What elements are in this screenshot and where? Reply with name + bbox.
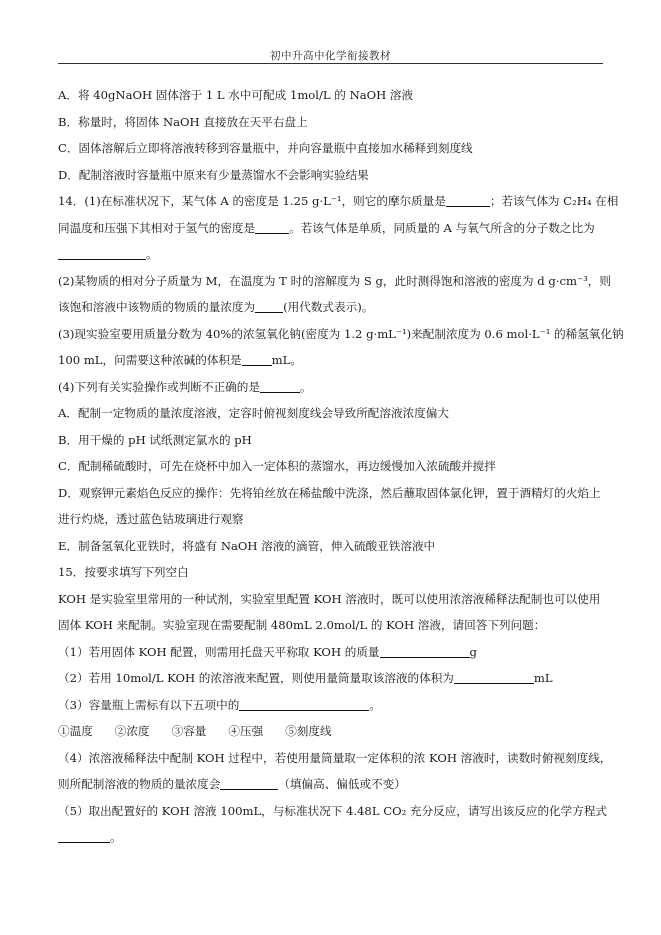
line-text-after-blank: 。 xyxy=(110,830,122,844)
text-line xyxy=(58,294,603,321)
line-text-after-blank: mL xyxy=(533,671,553,685)
header-divider xyxy=(58,63,603,64)
line-text: 14．(1)在标准状况下，某气体 A 的密度是 1.25 g·L⁻¹，则它的摩尔质量是 xyxy=(58,194,446,208)
line-text: D．观察钾元素焰色反应的操作：先将铂丝放在稀盐酸中洗涤，然后蘸取固体氯化钾，置于酒精灯的火焰上 xyxy=(58,485,601,500)
answer-blank[interactable] xyxy=(380,644,470,658)
text-line xyxy=(58,82,603,109)
line-text: 15．按要求填写下列空白 xyxy=(58,565,189,579)
text-line xyxy=(58,400,603,427)
line-text-after-blank: 。若该气体是单质，同质量的 A 与氧气所含的分子数之比为 xyxy=(289,220,595,235)
line-text-after-blank: 。 xyxy=(369,697,381,712)
line-text-after-blank: ；若该气体为 C₂H₄ 在相 xyxy=(489,194,619,208)
line-text: (4)下列有关实验操作或判断不正确的是 xyxy=(58,379,260,394)
text-line xyxy=(58,586,603,613)
text-line xyxy=(58,559,603,586)
answer-blank[interactable] xyxy=(239,697,369,711)
line-text: C．固体溶解后立即将溶液转移到容量瓶中，并向容量瓶中直接加水稀释到刻度线 xyxy=(58,141,473,155)
line-text-after-blank: g xyxy=(469,644,477,659)
line-text: C．配制稀硫酸时，可先在烧杯中加入一定体积的蒸馏水，再边缓慢加入浓硫酸并搅拌 xyxy=(58,459,496,473)
document-body xyxy=(58,82,624,851)
line-text-after-blank: 。 xyxy=(146,247,158,261)
text-line xyxy=(58,798,608,825)
answer-blank[interactable] xyxy=(446,193,490,207)
option-item: ③容量 xyxy=(171,724,207,738)
answer-blank[interactable] xyxy=(220,776,278,790)
line-text: （1）若用固体 KOH 配置，则需用托盘天平称取 KOH 的质量 xyxy=(58,644,380,659)
text-line xyxy=(58,135,603,162)
line-text: (3)现实验室要用质量分数为 40%的浓氢氧化钠(密度为 1.2 g·mL⁻¹)来配制浓度为 0.6 mol·L⁻¹ 的稀氢氧化钠 xyxy=(58,326,624,341)
page-header-title: 初中升高中化学衔接教材 xyxy=(270,50,391,62)
text-line xyxy=(58,771,603,798)
text-line xyxy=(58,480,603,507)
options-row xyxy=(58,718,603,745)
answer-blank[interactable] xyxy=(454,670,534,684)
text-line xyxy=(58,374,603,401)
text-line xyxy=(58,692,603,719)
line-text: （2）若用 10mol/L KOH 的浓溶液来配置，则使用量筒量取该溶液的体积为 xyxy=(58,671,454,685)
answer-blank[interactable] xyxy=(260,379,300,393)
text-line xyxy=(58,188,619,215)
text-line xyxy=(58,665,603,692)
text-line xyxy=(58,241,603,268)
text-line xyxy=(58,639,603,666)
line-text: 该饱和溶液中该物质的物质的量浓度为 xyxy=(58,300,256,314)
text-line xyxy=(58,162,603,189)
text-line xyxy=(58,347,603,374)
text-line xyxy=(58,745,612,772)
line-text: （5）取出配置好的 KOH 溶液 100mL，与标准状况下 4.48L CO₂ 充分反应，请写出该反应的化学方程式 xyxy=(58,803,608,818)
line-text-after-blank: mL。 xyxy=(271,353,302,367)
text-line xyxy=(58,321,624,348)
answer-blank[interactable] xyxy=(255,299,283,313)
option-item: ①温度 xyxy=(58,724,93,738)
line-text: A．配制一定物质的量浓度溶液，定容时俯视刻度线会导致所配溶液浓度偏大 xyxy=(58,406,449,420)
text-line xyxy=(58,506,603,533)
line-text: B．用干燥的 pH 试纸测定氯水的 pH xyxy=(58,432,252,447)
option-item: ②浓度 xyxy=(114,724,150,738)
option-item: ④压强 xyxy=(228,724,264,738)
text-line xyxy=(58,453,603,480)
line-text: A．将 40gNaOH 固体溶于 1 L 水中可配成 1mol/L 的 NaOH 溶液 xyxy=(58,88,414,102)
line-text: B．称量时，将固体 NaOH 直接放在天平右盘上 xyxy=(58,114,308,129)
line-text: D．配制溶液时容量瓶中原来有少量蒸馏水不会影响实验结果 xyxy=(58,167,369,182)
text-line xyxy=(58,268,611,295)
line-text: 进行灼烧，透过蓝色钴玻璃进行观察 xyxy=(58,512,244,526)
line-text: （3）容量瓶上需标有以下五项中的 xyxy=(58,697,240,712)
line-text: （4）浓溶液稀释法中配制 KOH 过程中，若使用量筒量取一定体积的浓 KOH 溶液时，读数时俯视刻度线， xyxy=(58,750,612,765)
line-text-after-blank: (用代数式表示)。 xyxy=(283,300,374,314)
text-line xyxy=(58,427,603,454)
text-line xyxy=(58,824,603,851)
answer-blank[interactable] xyxy=(58,829,110,843)
line-text: 固体 KOH 来配制。实验室现在需要配制 480mL 2.0mol/L 的 KOH 溶液，请回答下列问题： xyxy=(58,618,546,632)
line-text: 100 mL，问需要这种浓碱的体积是 xyxy=(58,353,242,367)
text-line xyxy=(58,109,603,136)
line-text: 同温度和压强下其相对于氢气的密度是 xyxy=(58,220,256,235)
answer-blank[interactable] xyxy=(242,352,272,366)
text-line xyxy=(58,612,603,639)
text-line xyxy=(58,533,603,560)
answer-blank[interactable] xyxy=(58,246,146,260)
line-text: 则所配制溶液的物质的量浓度会 xyxy=(58,777,221,791)
option-item: ⑤刻度线 xyxy=(285,724,332,738)
line-text: KOH 是实验室里常用的一种试剂，实验室里配置 KOH 溶液时，既可以使用浓溶液稀释法配制也可以使用 xyxy=(58,591,601,606)
line-text: E．制备氢氧化亚铁时，将盛有 NaOH 溶液的滴管，伸入硫酸亚铁溶液中 xyxy=(58,538,436,553)
line-text-after-blank: （填偏高、偏低或不变） xyxy=(278,777,406,791)
text-line xyxy=(58,215,603,242)
line-text-after-blank: 。 xyxy=(299,379,312,394)
line-text: (2)某物质的相对分子质量为 M，在温度为 T 时的溶解度为 S g，此时测得饱和溶液的密度为 d g·cm⁻³，则 xyxy=(58,273,611,288)
answer-blank[interactable] xyxy=(255,220,289,234)
